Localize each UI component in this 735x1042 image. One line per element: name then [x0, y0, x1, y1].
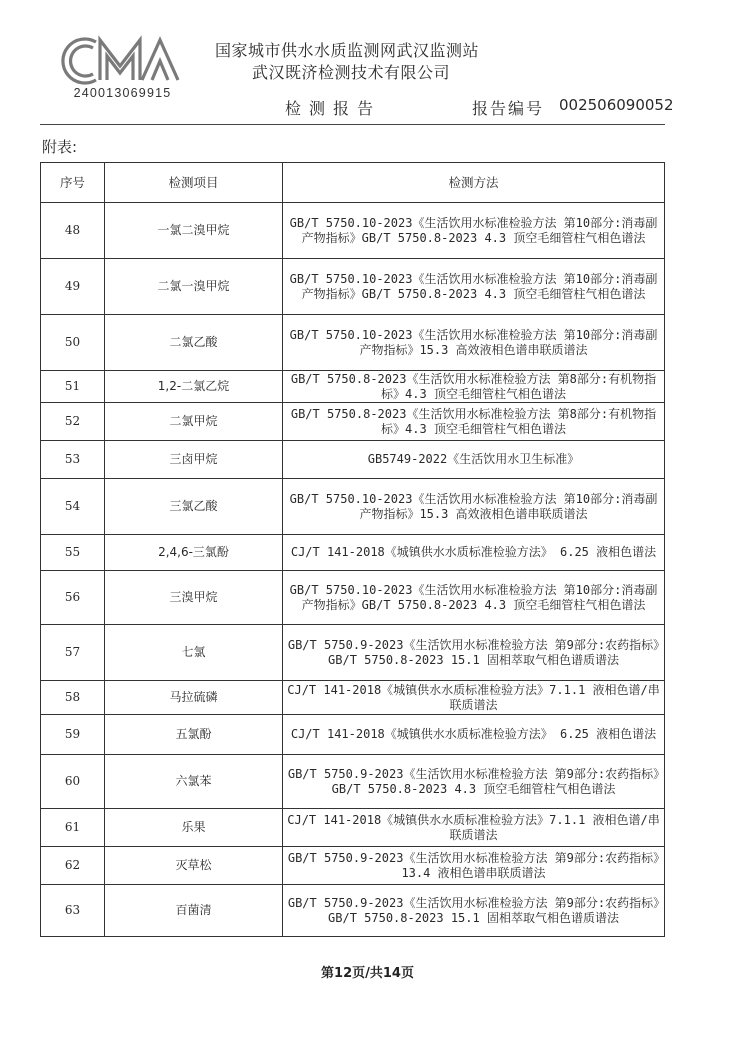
table-row	[41, 625, 665, 681]
row-number: 53	[41, 441, 105, 479]
test-method: GB/T 5750.10-2023《生活饮用水标准检验方法 第10部分:消毒副产物指标》GB/T 5750.8-2023 4.3 顶空毛细管柱气相色谱法	[283, 259, 665, 315]
test-item: 马拉硫磷	[105, 681, 283, 715]
report-number-label: 报告编号	[472, 99, 545, 118]
table-row	[41, 681, 665, 715]
table-row	[41, 203, 665, 259]
row-number: 63	[41, 885, 105, 937]
test-item: 二氯甲烷	[105, 403, 283, 441]
test-method: GB/T 5750.10-2023《生活饮用水标准检验方法 第10部分:消毒副产物指标》15.3 高效液相色谱串联质谱法	[283, 315, 665, 371]
row-number: 48	[41, 203, 105, 259]
test-item: 灭草松	[105, 847, 283, 885]
test-item: 三卤甲烷	[105, 441, 283, 479]
test-item: 2,4,6-三氯酚	[105, 535, 283, 571]
table-row	[41, 441, 665, 479]
test-item: 三溴甲烷	[105, 571, 283, 625]
report-title: 检测报告	[285, 99, 382, 118]
test-item: 一氯二溴甲烷	[105, 203, 283, 259]
test-method: GB/T 5750.9-2023《生活饮用水标准检验方法 第9部分:农药指标》GB/T 5750.8-2023 4.3 顶空毛细管柱气相色谱法	[283, 755, 665, 809]
test-item: 二氯一溴甲烷	[105, 259, 283, 315]
test-item: 百菌清	[105, 885, 283, 937]
row-number: 60	[41, 755, 105, 809]
table-body	[41, 203, 665, 937]
header-divider	[40, 124, 665, 125]
table-row	[41, 715, 665, 755]
row-number: 49	[41, 259, 105, 315]
col-header-method: 检测方法	[283, 163, 665, 203]
test-method: CJ/T 141-2018《城镇供水水质标准检验方法》 6.25 液相色谱法	[283, 535, 665, 571]
test-method: GB5749-2022《生活饮用水卫生标准》	[283, 441, 665, 479]
table-row	[41, 259, 665, 315]
row-number: 52	[41, 403, 105, 441]
row-number: 50	[41, 315, 105, 371]
org-name-line2: 武汉既济检测技术有限公司	[252, 63, 451, 82]
table-row	[41, 755, 665, 809]
test-method: GB/T 5750.10-2023《生活饮用水标准检验方法 第10部分:消毒副产物指标》GB/T 5750.8-2023 4.3 顶空毛细管柱气相色谱法	[283, 571, 665, 625]
test-method: GB/T 5750.10-2023《生活饮用水标准检验方法 第10部分:消毒副产物指标》GB/T 5750.8-2023 4.3 顶空毛细管柱气相色谱法	[283, 203, 665, 259]
test-item: 六氯苯	[105, 755, 283, 809]
test-item: 五氯酚	[105, 715, 283, 755]
test-methods-table	[40, 162, 665, 937]
table-row	[41, 885, 665, 937]
appendix-label: 附表:	[42, 138, 78, 156]
row-number: 59	[41, 715, 105, 755]
row-number: 51	[41, 371, 105, 403]
test-method: GB/T 5750.10-2023《生活饮用水标准检验方法 第10部分:消毒副产物指标》15.3 高效液相色谱串联质谱法	[283, 479, 665, 535]
test-item: 1,2-二氯乙烷	[105, 371, 283, 403]
org-name-line1: 国家城市供水水质监测网武汉监测站	[215, 41, 480, 60]
test-item: 三氯乙酸	[105, 479, 283, 535]
test-item: 二氯乙酸	[105, 315, 283, 371]
test-method: CJ/T 141-2018《城镇供水水质标准检验方法》7.1.1 液相色谱/串联质谱法	[283, 681, 665, 715]
certification-number: 240013069915	[73, 86, 172, 100]
row-number: 61	[41, 809, 105, 847]
test-method: GB/T 5750.9-2023《生活饮用水标准检验方法 第9部分:农药指标》GB/T 5750.8-2023 15.1 固相萃取气相色谱质谱法	[283, 625, 665, 681]
test-method: GB/T 5750.8-2023《生活饮用水标准检验方法 第8部分:有机物指标》4.3 顶空毛细管柱气相色谱法	[283, 371, 665, 403]
report-number-value: 002506090052	[559, 96, 674, 114]
table-row	[41, 535, 665, 571]
col-header-no: 序号	[41, 163, 105, 203]
test-method: CJ/T 141-2018《城镇供水水质标准检验方法》7.1.1 液相色谱/串联质谱法	[283, 809, 665, 847]
row-number: 62	[41, 847, 105, 885]
row-number: 55	[41, 535, 105, 571]
row-number: 54	[41, 479, 105, 535]
row-number: 56	[41, 571, 105, 625]
page-number: 第12页/共14页	[321, 966, 414, 981]
col-header-item: 检测项目	[105, 163, 283, 203]
table-row	[41, 315, 665, 371]
table-header-row	[41, 163, 665, 203]
test-method: GB/T 5750.9-2023《生活饮用水标准检验方法 第9部分:农药指标》GB/T 5750.8-2023 15.1 固相萃取气相色谱质谱法	[283, 885, 665, 937]
test-method: GB/T 5750.8-2023《生活饮用水标准检验方法 第8部分:有机物指标》4.3 顶空毛细管柱气相色谱法	[283, 403, 665, 441]
test-method: GB/T 5750.9-2023《生活饮用水标准检验方法 第9部分:农药指标》13.4 液相色谱串联质谱法	[283, 847, 665, 885]
row-number: 57	[41, 625, 105, 681]
test-item: 七氯	[105, 625, 283, 681]
table-row	[41, 571, 665, 625]
table-row	[41, 847, 665, 885]
table-row	[41, 809, 665, 847]
table-row	[41, 371, 665, 403]
test-method: CJ/T 141-2018《城镇供水水质标准检验方法》 6.25 液相色谱法	[283, 715, 665, 755]
table-row	[41, 479, 665, 535]
table-row	[41, 403, 665, 441]
test-item: 乐果	[105, 809, 283, 847]
row-number: 58	[41, 681, 105, 715]
